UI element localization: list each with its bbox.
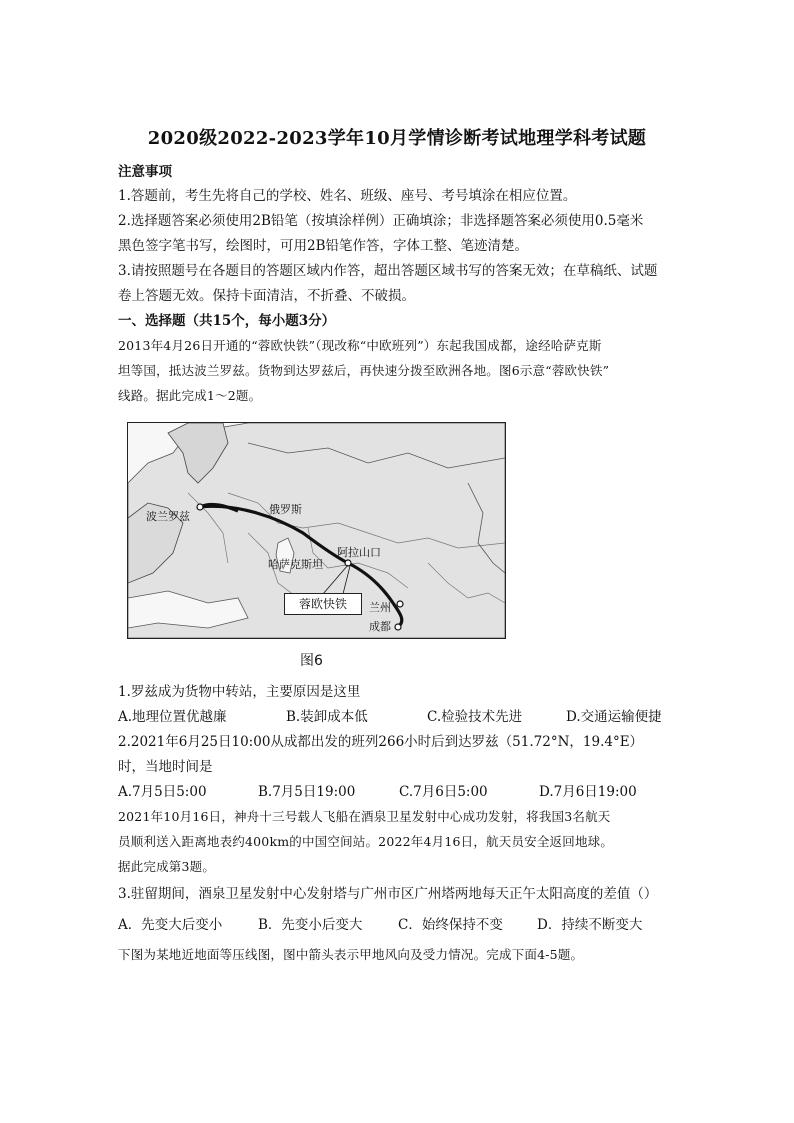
q3-option-b: B．先变小后变大	[258, 917, 363, 933]
notice-item: 1.答题前，考生先将自己的学校、姓名、班级、座号、考号填涂在相应位置。	[118, 188, 577, 204]
q1-option-b: B.装卸成本低	[286, 709, 368, 725]
intro2-line: 员顺利送入距离地表约400km的中国空间站。2022年4月16日，航天员安全返回地球。	[118, 834, 614, 849]
railway-map	[127, 422, 506, 639]
q3-option-d: D．持续不断变大	[537, 917, 643, 933]
intro-line: 2013年4月26日开通的“蓉欧快铁”（现改称“中欧班列”）东起我国成都，途经哈萨克斯	[118, 338, 602, 353]
q1-option-d: D.交通运输便捷	[566, 709, 662, 725]
question-1-stem: 1.罗兹成为货物中转站，主要原因是这里	[118, 684, 361, 700]
intro-line: 坦等国，抵达波兰罗兹。货物到达罗兹后，再快速分拨至欧洲各地。图6示意“蓉欧快铁”	[118, 363, 610, 378]
railway-legend-label: 蓉欧快铁	[284, 593, 362, 615]
notice-item: 3.请按照题号在各题目的答题区域内作答，超出答题区域书写的答案无效；在草稿纸、试题	[118, 263, 658, 279]
label-alashankou: 阿拉山口	[337, 546, 381, 559]
question-2-stem-cont: 时，当地时间是	[118, 759, 213, 775]
notice-item: 黑色签字笔书写，绘图时，可用2B铅笔作答，字体工整、笔迹清楚。	[118, 238, 529, 254]
label-lanzhou: 兰州	[369, 601, 391, 614]
label-chengdu: 成都	[369, 620, 391, 633]
figure-caption: 图6	[300, 653, 323, 669]
intro2-line: 2021年10月16日，神舟十三号载人飞船在酒泉卫星发射中心成功发射，将我国3名航天	[118, 809, 611, 824]
q1-option-c: C.检验技术先进	[427, 709, 523, 725]
label-poland-lodz: 波兰罗兹	[146, 510, 190, 523]
intro3-line: 下图为某地近地面等压线图，图中箭头表示甲地风向及受力情况。完成下面4-5题。	[118, 947, 584, 962]
exam-title: 2020级2022-2023学年10月学情诊断考试地理学科考试题	[147, 128, 647, 149]
q3-option-a: A．先变大后变小	[118, 917, 223, 933]
label-kazakhstan: 哈萨克斯坦	[268, 558, 323, 571]
question-2-stem: 2.2021年6月25日10:00从成都出发的班列266小时后到达罗兹（51.72°N，19.4°E）	[118, 734, 644, 750]
intro-line: 线路。据此完成1～2题。	[118, 388, 262, 403]
notice-item: 卷上答题无效。保持卡面清洁，不折叠、不破损。	[118, 288, 415, 304]
q2-option-a: A.7月5日5:00	[118, 784, 207, 800]
notice-item: 2.选择题答案必须使用2B铅笔（按填涂样例）正确填涂；非选择题答案必须使用0.5毫米	[118, 213, 644, 229]
section-heading: 一、选择题（共15个，每小题3分）	[118, 313, 336, 329]
label-russia: 俄罗斯	[269, 503, 302, 516]
q1-option-a: A.地理位置优越廉	[118, 709, 227, 725]
q2-option-c: C.7月6日5:00	[399, 784, 488, 800]
q3-option-c: C．始终保持不变	[398, 917, 503, 933]
q2-option-b: B.7月5日19:00	[258, 784, 356, 800]
question-3-stem: 3.驻留期间，酒泉卫星发射中心发射塔与广州市区广州塔两地每天正午太阳高度的差值（）	[118, 886, 658, 902]
intro2-line: 据此完成第3题。	[118, 859, 216, 874]
q2-option-d: D.7月6日19:00	[539, 784, 637, 800]
notice-heading: 注意事项	[118, 164, 172, 180]
